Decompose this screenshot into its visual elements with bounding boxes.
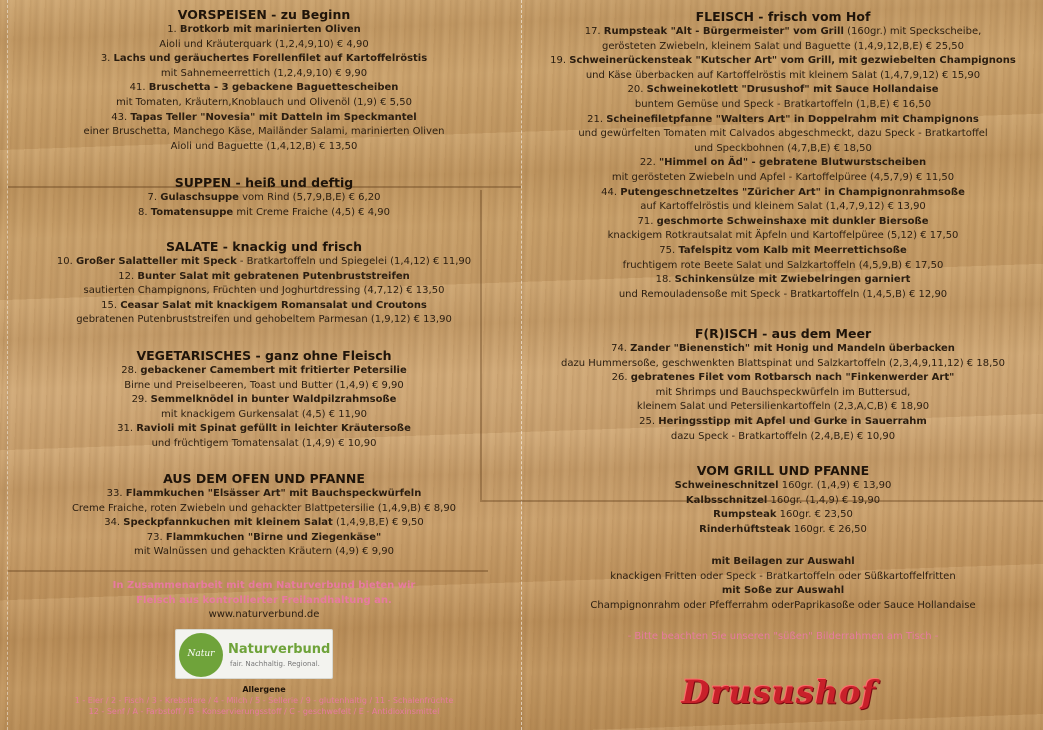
dish-details: 160gr. € 26,50 [790,523,867,535]
allergene-line: 12 - Senf / A - Farbstoff / B - Konservierungsstoff / C - geschwefelt / E - Antidioxinsmittel [88,707,440,716]
section-fleisch [523,9,1043,302]
dish-line [8,284,520,299]
dish-line [8,140,520,155]
dish-line [523,273,1043,288]
dish-line [8,125,520,140]
beilagen-title: mit Beilagen zur Auswahl [711,556,855,567]
menu-fold-line [521,0,522,730]
dish-number: 7. [147,192,161,203]
dish-details: mit gerösteten Zwiebeln und Apfel - Kartoffelpüree (4,5,7,9) € 11,50 [611,171,955,183]
dish-line [523,69,1043,84]
dish-details: Creme Fraiche, roten Zwiebeln und gehackter Blattpetersilie (1,4,9,B) € 8,90 [71,502,457,514]
dish-line [523,156,1043,171]
dish-name: gebackener Camembert mit fritierter Petersilie [140,365,407,376]
sossen-title: mit Soße zur Auswahl [721,585,845,597]
dish-line [523,171,1043,186]
dish-line [8,437,520,452]
dish-number: 75. [659,244,679,256]
dish-details: und früchtigem Tomatensalat (1,4,9) € 10,90 [151,437,377,449]
section-title: SUPPEN - heiß und deftig [174,175,354,190]
dish-name: Kalbsschnitzel [685,494,768,506]
dish-details: gerösteten Zwiebeln, kleinem Salat und Baguette (1,4,9,12,B,E) € 25,50 [602,40,964,52]
sossen-line: Champignonrahm oder Pfefferrahm oderPaprikasoße oder Sauce Hollandaise [590,599,976,611]
dish-number: 17. [584,26,604,37]
dish-number: 28. [121,365,141,376]
dish-line [523,508,1043,523]
dish-line [8,270,520,285]
dish-number: 74. [611,343,631,354]
dish-name: Ravioli mit Spinat gefüllt in leichter Kräutersoße [136,423,411,435]
dish-details: mit Tomaten, Kräutern,Knoblauch und Olivenöl (1,9) € 5,50 [116,96,412,108]
dish-name: Ceasar Salat mit knackigem Romansalat und Croutons [120,299,427,311]
section-vegetarisch [8,348,520,452]
dish-name: Flammkuchen "Elsässer Art" mit Bauchspeckwürfeln [125,488,422,499]
dish-details: mit Sahnemeerrettich (1,2,4,9,10) € 9,90 [160,67,368,79]
dish-line [523,371,1043,386]
dish-number: 22. [639,157,659,169]
dish-line [8,393,520,408]
dish-details: dazu Hummersoße, geschwenkten Blattspinat und Salzkartoffeln (2,3,4,9,11,12) € 18,50 [561,357,1005,369]
dish-line [523,200,1043,215]
dish-line [8,191,520,206]
dish-details: Birne und Preiselbeeren, Toast und Butter (1,4,9) € 9,90 [124,379,404,391]
dish-line [8,502,520,517]
leaf-icon: Natur [179,633,223,677]
dish-name: Heringsstipp mit Apfel und Gurke in Sauerrahm [658,415,927,427]
dish-number: 18. [655,274,675,286]
logo-subtitle: fair. Nachhaltig. Regional. [230,660,320,668]
dish-number: 44. [601,186,621,198]
dish-number: 71. [637,215,657,227]
dish-name: Rumpsteak [713,509,777,521]
section-title: VOM GRILL UND PFANNE [696,463,870,478]
dish-line [523,415,1043,430]
dish-details: 160gr. (1,4,9) € 13,90 [778,480,892,491]
dish-number: 31. [117,423,137,435]
naturverbund-text: In Zusammenarbeit mit dem Naturverbund bieten wir [112,580,416,591]
dish-number: 15. [101,299,121,311]
dish-name: gebratenes Filet vom Rotbarsch nach "Finkenwerder Art" [630,372,955,384]
dish-list [8,255,520,328]
dish-line [523,400,1043,415]
dish-details: 160gr. € 23,50 [776,509,853,521]
dish-details: knackigem Rotkrautsalat mit Äpfeln und Kartoffelpüree (5,12) € 17,50 [607,230,959,242]
dish-details: mit knackigem Gurkensalat (4,5) € 11,90 [161,408,367,420]
drusushof-logo: Drusushof [681,673,877,711]
dish-number: 19. [550,55,570,67]
dish-number: 33. [106,488,126,499]
naturverbund-logo [175,629,333,679]
dish-line [523,288,1043,303]
dish-number: 29. [131,394,151,406]
plank-seam [480,190,482,500]
dish-line [523,357,1043,372]
dish-line [8,545,520,560]
dish-line [8,111,520,126]
section-title: AUS DEM OFEN UND PFANNE [163,471,365,486]
dish-name: Schinkensülze mit Zwiebelringen garniert [674,274,911,286]
dish-line [523,259,1043,274]
dish-number: 1. [167,24,180,35]
dish-number: 10. [56,256,76,267]
dish-line [8,52,520,67]
dish-name: Rinderhüftsteak [699,523,791,535]
dish-list [523,479,1043,537]
dish-number: 21. [587,113,607,125]
dish-list [8,364,520,452]
dish-name: Schweinerückensteak "Kutscher Art" vom Grill, mit gezwiebelten Champignons [569,55,1016,67]
dish-details: und Remouladensoße mit Speck - Bratkartoffeln (1,4,5,B) € 12,90 [618,288,948,300]
section-ofen [8,471,520,560]
dish-details: - Bratkartoffeln und Spiegelei (1,4,12) € 11,90 [236,256,472,267]
dish-name: Speckpfannkuchen mit kleinem Salat [123,517,333,529]
dish-line [8,531,520,546]
dish-details: und Käse überbacken auf Kartoffelröstis mit kleinem Salat (1,4,7,9,12) € 15,90 [585,69,981,81]
dish-details: Aioli und Kräuterquark (1,2,4,9,10) € 4,90 [159,38,369,50]
dish-name: Tomatensuppe [150,206,234,218]
dish-name: "Himmel on Äd" - gebratene Blutwurstscheiben [658,157,927,169]
plank-seam [8,570,488,572]
dish-list [8,487,520,560]
dish-details: einer Bruschetta, Manchego Käse, Mailänder Salami, marinierten Oliven [83,126,445,138]
dish-details: mit Shrimps und Bauchspeckwürfeln im Buttersud, [655,386,911,398]
dish-line [8,364,520,379]
section-salate [8,239,520,328]
dish-line [523,244,1043,259]
dish-number: 20. [627,84,647,96]
dish-details: vom Rind (5,7,9,B,E) € 6,20 [238,192,381,203]
dish-details: (1,4,9,B,E) € 9,50 [332,517,424,529]
dish-line [523,113,1043,128]
dish-name: Tafelspitz vom Kalb mit Meerrettichsoße [678,244,907,256]
dish-number: 73. [146,531,166,543]
section-title: SALATE - knackig und frisch [166,239,362,254]
hinweis-text: - Bitte beachten Sie unseren "süßen" Bilderrahmen am Tisch - [627,631,939,642]
dish-line [523,98,1043,113]
dish-line [523,40,1043,55]
dish-line [8,96,520,111]
naturverbund-link[interactable]: www.naturverbund.de [208,609,320,620]
dish-list [523,342,1043,444]
dish-name: Flammkuchen "Birne und Ziegenkäse" [165,531,382,543]
section-title: VORSPEISEN - zu Beginn [177,7,351,22]
dish-number: 12. [118,270,138,282]
section-suppen [8,175,520,220]
section-grill [523,463,1043,537]
dish-list [8,23,520,154]
allergene-title: Allergene [242,685,286,694]
dish-details: fruchtigem rote Beete Salat und Salzkartoffeln (4,5,9,B) € 17,50 [622,259,944,271]
allergene-legend [8,684,520,717]
dish-number: 41. [129,82,149,94]
dish-details: sautierten Champignons, Früchten und Joghurtdressing (4,7,12) € 13,50 [83,285,445,297]
dish-details: Aioli und Baguette (1,4,12,B) € 13,50 [170,140,358,152]
dish-name: Schweinekotlett "Drusushof" mit Sauce Hollandaise [646,84,939,96]
dish-details: buntem Gemüse und Speck - Bratkartoffeln (1,B,E) € 16,50 [634,98,932,110]
dish-details: mit Walnüssen und gehackten Kräutern (4,9) € 9,90 [134,546,394,558]
dish-line [523,494,1043,509]
dish-line [523,142,1043,157]
dish-list [8,191,520,220]
dish-line [8,299,520,314]
dish-name: Brotkorb mit marinierten Oliven [179,24,361,35]
dish-details: mit Creme Fraiche (4,5) € 4,90 [233,206,390,218]
dish-name: Schweineschnitzel [674,480,779,491]
dish-line [523,215,1043,230]
section-vorspeisen [8,7,520,154]
allergene-line: 1 - Eier / 2 - Fisch / 3 - Krebstiere / 4 - Milch / 5 - Sellerie / 9 - glutenhaltig / 11 - Schalenfrüchte [74,696,454,705]
dish-name: Großer Salatteller mit Speck [75,256,237,267]
dish-line [523,523,1043,538]
dish-line [8,379,520,394]
dish-details: auf Kartoffelröstis und kleinem Salat (1,4,7,9,12) € 13,90 [640,201,926,213]
dish-name: Bunter Salat mit gebratenen Putenbruststreifen [137,270,410,282]
dish-line [523,83,1043,98]
dish-line [523,342,1043,357]
dish-number: 34. [104,517,124,529]
dish-line [8,516,520,531]
dish-line [523,186,1043,201]
dish-number: 25. [639,415,659,427]
dish-name: Gulaschsuppe [160,192,239,203]
dish-line [8,81,520,96]
dish-name: Putengeschnetzeltes "Züricher Art" in Champignonrahmsoße [620,186,965,198]
hinweis [523,629,1043,644]
dish-line [523,25,1043,40]
dish-list [523,25,1043,302]
dish-line [523,229,1043,244]
dish-name: geschmorte Schweinshaxe mit dunkler Biersoße [656,215,929,227]
dish-details: und Speckbohnen (4,7,B,E) € 18,50 [694,142,872,154]
beilagen-line: knackigen Fritten oder Speck - Bratkartoffeln oder Süßkartoffelfritten [610,570,956,582]
dish-line [8,206,520,221]
naturverbund-text: Fleisch aus kontrollierter Freilandhaltung an. [136,595,392,606]
beilagen [523,555,1043,613]
dish-details: und gewürfelten Tomaten mit Calvados abgeschmeckt, dazu Speck - Bratkartoffel [578,128,988,140]
dish-details: (160gr.) mit Speckscheibe, [843,26,982,37]
section-title: VEGETARISCHES - ganz ohne Fleisch [136,348,392,363]
section-title: FLEISCH - frisch vom Hof [695,9,871,24]
section-title: F(R)ISCH - aus dem Meer [694,326,872,341]
dish-details: gebratenen Putenbruststreifen und gehobeltem Parmesan (1,9,12) € 13,90 [76,314,452,326]
dish-number: 3. [100,53,114,65]
dish-number: 8. [138,206,151,218]
dish-line [8,38,520,53]
dish-line [523,127,1043,142]
dish-name: Semmelknödel in bunter Waldpilzrahmsoße [150,394,397,406]
dish-name: Scheinefiletpfanne "Walters Art" in Doppelrahm mit Champignons [606,113,979,125]
logo-title: Naturverbund [228,642,331,657]
dish-name: Bruschetta - 3 gebackene Baguettescheiben [148,82,399,94]
dish-details: 160gr. (1,4,9) € 19,90 [767,494,881,506]
dish-details: dazu Speck - Bratkartoffeln (2,4,B,E) € 10,90 [670,430,896,442]
dish-line [523,54,1043,69]
dish-line [8,422,520,437]
dish-name: Zander "Bienenstich" mit Honig und Mandeln überbacken [630,343,955,354]
dish-name: Tapas Teller "Novesia" mit Datteln im Speckmantel [130,111,417,123]
dish-line [523,386,1043,401]
dish-line [8,487,520,502]
dish-line [8,67,520,82]
dish-line [8,313,520,328]
section-meer [523,326,1043,444]
dish-line [523,430,1043,445]
dish-number: 43. [111,111,131,123]
naturverbund-note [8,578,520,623]
dish-line [523,479,1043,494]
dish-number: 26. [611,372,631,384]
dish-name: Lachs und geräuchertes Forellenfilet auf Kartoffelröstis [113,53,428,65]
dish-name: Rumpsteak "Alt - Bürgermeister" vom Grill [603,26,844,37]
dish-details: kleinem Salat und Petersilienkartoffeln (2,3,A,C,B) € 18,90 [636,401,930,413]
dish-line [8,23,520,38]
dish-line [8,255,520,270]
dish-line [8,408,520,423]
